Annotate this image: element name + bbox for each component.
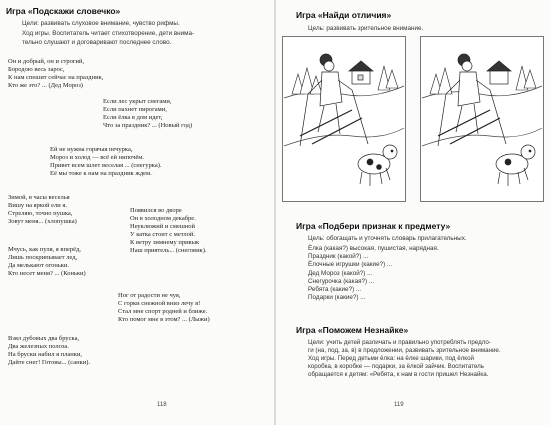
game-title-podberi-priznak: Игра «Подбери признак к предмету»: [296, 221, 451, 231]
paragraph-line: Ход игры. Перед детьми ёлка: на ёлке шарики, под ёлкой: [308, 355, 474, 362]
game-title-pomozhem-neznaike: Игра «Поможем Незнайке»: [296, 325, 409, 335]
poem-line: Взял дубовых два бруска,: [8, 335, 80, 342]
skier-illustration-right: [420, 36, 544, 202]
game-goal: Цель: развивать зрительное внимание.: [308, 25, 424, 32]
poem-line: Привет всем шлет веселая ... (снегурка).: [50, 162, 162, 169]
page-number: 119: [394, 402, 404, 408]
left-page: [0, 0, 274, 425]
poem-line: На бруски набил я планки,: [8, 351, 83, 358]
list-item: Снегурочка (какая?) ...: [308, 277, 375, 285]
poem-line: Кто же это? ... (Дед Мороз): [8, 82, 83, 89]
game-goal: Цель: обогащать и уточнять словарь прилагательных.: [308, 235, 467, 242]
poem-line: Зимой, в часы веселья: [8, 194, 70, 201]
poem-line: Стал мне спорт родней и ближе.: [118, 308, 208, 315]
game-goal: Цели: развивать слуховое внимание, чувство рифмы.: [22, 20, 180, 27]
poem-line: Мороз и холод — всё ей нипочём.: [50, 154, 145, 161]
game3-description: [308, 339, 501, 379]
game-title-naidi-otlichiya: Игра «Найди отличия»: [296, 10, 392, 20]
poem-stanza-6: [8, 246, 86, 278]
poem-stanza-5: [130, 207, 207, 255]
poem-stanza-3: [50, 146, 162, 178]
list-item: Подарки (какие?) ...: [308, 294, 366, 302]
poem-stanza-2: [103, 98, 192, 130]
poem-line: Кто несет меня? ... (Коньки): [8, 270, 86, 277]
game-intro-line-2: тельно слушают и договаривают последнее слово.: [22, 39, 172, 46]
poem-line: Лишь поскрипывает лед,: [8, 254, 78, 261]
poem-line: Если лес укрыт снегами,: [103, 98, 172, 105]
poem-line: Два железных полоза.: [8, 343, 69, 350]
poem-line: Появился во дворе: [130, 207, 182, 214]
poem-line: Мчусь, как пуля, я вперёд,: [8, 246, 81, 253]
poem-stanza-1: [8, 58, 103, 90]
poem-stanza-4: [8, 194, 77, 226]
poem-line: У катка стоит с метлой.: [130, 231, 196, 238]
list-item: Ёлка (какая?) высокая, пушистая, нарядная.: [308, 245, 439, 252]
skier-illustration-left: [282, 36, 406, 202]
poem-line: Стреляю, точно пушка,: [8, 210, 73, 217]
paragraph-line: Цели: учить детей различать и правильно употреблять предло-: [308, 339, 491, 346]
poem-line: К нам спешит сейчас на праздник,: [8, 74, 104, 81]
list-item: Ёлочные игрушки (какие?) ...: [308, 261, 393, 269]
paragraph-line: обращается к детям: «Ребята, к нам в гости пришел Незнайка.: [308, 371, 489, 378]
poem-line: Если пахнет пирогами,: [103, 106, 167, 113]
game-intro-line-1: Ход игры. Воспитатель читает стихотворение, дети внима-: [22, 30, 195, 37]
page-number: 118: [157, 402, 167, 408]
poem-stanza-7: [118, 292, 210, 324]
adjective-list: [308, 245, 439, 302]
poem-line: Он и добрый, он и строгий,: [8, 58, 85, 65]
game-title-podskazhi: Игра «Подскажи словечко»: [6, 6, 121, 16]
poem-line: С горки снежной вниз лечу я!: [118, 300, 201, 307]
list-item: Праздник (какой?) ...: [308, 253, 369, 261]
poem-line: Бородою весь зарос,: [8, 66, 65, 73]
paragraph-line: ги (на, под, за, в) в предложении, развивать зрительное внимание.: [308, 347, 501, 354]
list-item: Дед Мороз (какой?) ...: [308, 269, 373, 277]
poem-line: Наш приятель... (снеговик).: [130, 247, 207, 254]
poem-line: Если ёлка в дом идет,: [103, 114, 163, 121]
poem-stanza-8: [8, 335, 90, 367]
poem-line: К ветру зимнему привык: [130, 239, 200, 246]
paragraph-line: коробка, в коробке — подарки, за ёлкой зайчик. Воспитатель: [308, 363, 484, 370]
poem-line: Её мы тоже к нам на праздник ждем.: [50, 170, 152, 177]
poem-line: Вишу на яркой ели я.: [8, 202, 67, 209]
poem-line: Он в холодном декабре.: [130, 215, 196, 222]
poem-line: Ей не нужна горячая печурка,: [50, 146, 133, 153]
right-page: [276, 0, 550, 425]
poem-line: Да мелькают огоньки.: [8, 262, 70, 269]
poem-line: Ног от радости не чуя,: [118, 292, 181, 299]
list-item: Ребята (какие?) ...: [308, 286, 362, 294]
poem-line: Дайте снег! Готовы... (санки).: [8, 359, 91, 366]
poem-line: Зовут меня... (хлопушка): [8, 218, 77, 225]
poem-line: Неуклюжий и смешной: [130, 223, 196, 230]
poem-line: Что за праздник? ... (Новый год): [103, 122, 193, 129]
poem-line: Кто помог мне в этом? ... (Лыжи): [118, 316, 210, 323]
